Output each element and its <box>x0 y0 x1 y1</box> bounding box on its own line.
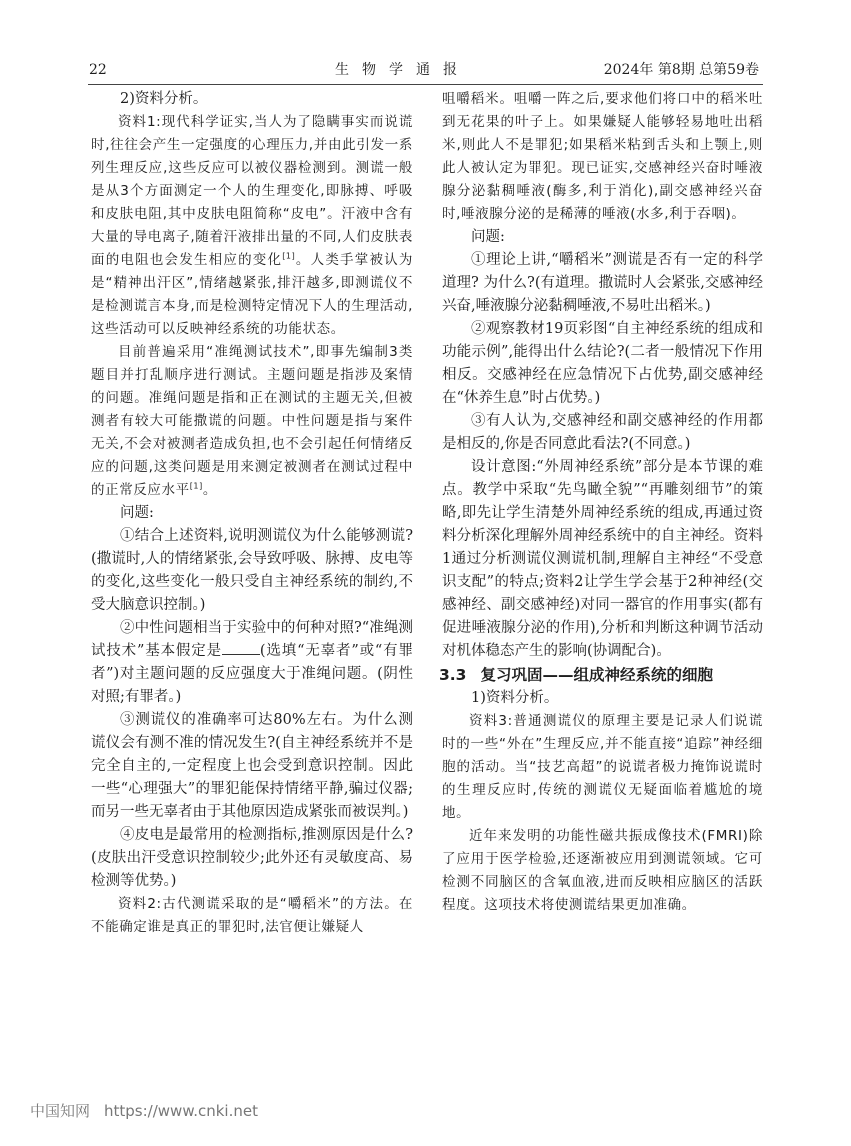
cnki-url[interactable]: https://www.cnki.net <box>104 1102 258 1120</box>
question-3: ③有人认为,交感神经和副交感神经的作用都是相反的,你是否同意此看法?(不同意。) <box>442 413 763 452</box>
question-2: ②观察教材19页彩图“自主神经系统的组成和功能示例”,能得出什么结论?(二者一般情况下作用相反。交感神经在应急情况下占优势,副交感神经在“休养生息”时占优势。) <box>442 321 763 406</box>
question-3: ③测谎仪的准确率可达80%左右。为什么测谎仪会有测不准的情况发生?(自主神经系统并不是完全自主的,一定程度上也会受到意识控制。因此一些“心理强大”的罪犯能保持情绪平静,骗过仪器;而另一些无辜者由于其他原因造成紧张而被误判。) <box>91 712 413 820</box>
section-heading-3-3: 3.3 复习巩固——组成神经系统的细胞 <box>439 666 713 684</box>
material-1-paragraph-2: 目前普遍采用“准绳测试技术”,即事先编制3类题目并打乱顺序进行测试。主题问题是指涉及案情的问题。准绳问题是指和正在测试的主题无关,但被测者有较大可能撒谎的问题。中性问题是指与案件无关,不会对被测者造成负担,也不会引起任何情绪反应的问题,这类问题是用来测定被测者在测试过程中的正常反应水平[1]。 <box>91 344 413 498</box>
answer-blank <box>222 640 260 655</box>
citation-ref: [1] <box>189 481 203 491</box>
issue-info: 2024年 第8期 总第59卷 <box>603 62 759 78</box>
subheading-analysis: 1)资料分析。 <box>471 690 559 706</box>
questions-label: 问题: <box>471 229 505 245</box>
right-column <box>439 88 763 917</box>
material-1-paragraph: 资料1:现代科学证实,当人为了隐瞒事实而说谎时,往往会产生一定强度的心理压力,并由此引发一系列生理反应,这些反应可以被仪器检测到。测谎一般是从3个方面测定一个人的生理变化,即脉搏、呼吸和皮肤电阻,其中皮肤电阻简称“皮电”。汗液中含有大量的导电离子,随着汗液排出量的不同,人们皮肤表面的电阻也会发生相应的变化[1]。人类手掌被认为是“精神出汗区”,情绪越紧张,排汗越多,即测谎仪不是检测谎言本身,而是检测特定情况下人的生理活动,这些活动可以反映神经系统的功能状态。 <box>91 114 413 337</box>
footer-watermark <box>30 1100 258 1121</box>
header-rule <box>88 84 763 85</box>
material-3-paragraph-2: 近年来发明的功能性磁共振成像技术(FMRI)除了应用于医学检验,还逐渐被应用到测谎领域。它可检测不同脑区的含氧血液,进而反映相应脑区的活跃程度。这项技术将使测谎结果更加准确。 <box>442 828 763 913</box>
material-2-continued: 咀嚼稻米。咀嚼一阵之后,要求他们将口中的稻米吐到无花果的叶子上。如果嫌疑人能够轻易地吐出稻米,则此人不是罪犯;如果稻米粘到舌头和上颚上,则此人被认定为罪犯。现已证实,交感神经兴奋时唾液腺分泌黏稠唾液(酶多,利于消化),副交感神经兴奋时,唾液腺分泌的是稀薄的唾液(水多,利于吞咽)。 <box>442 91 763 222</box>
material-2-paragraph: 资料2:古代测谎采取的是“嚼稻米”的方法。在不能确定谁是真正的罪犯时,法官便让嫌疑人 <box>91 896 413 935</box>
material-3-paragraph: 资料3:普通测谎仪的原理主要是记录人们说谎时的一些“外在”生理反应,并不能直接“追踪”神经细胞的活动。当“技艺高超”的说谎者极力掩饰说谎时的生理反应时,传统的测谎仪无疑面临着尴尬的境地。 <box>442 713 763 821</box>
design-intent-paragraph: 设计意图:“外周神经系统”部分是本节课的难点。教学中采取“先鸟瞰全貌”“再雕刻细节”的策略,即先让学生清楚外周神经系统的组成,再通过资料分析深化理解外周神经系统中的自主神经。资料1通过分析测谎仪测谎机制,理解自主神经“不受意识支配”的特点;资料2让学生学会基于2种神经(交感神经、副交感神经)对同一器官的作用事实(都有促进唾液腺分泌的作用),分析和判断这种调节活动对机体稳态产生的影响(协调配合)。 <box>442 459 763 659</box>
question-4: ④皮电是最常用的检测指标,推测原因是什么?(皮肤出汗受意识控制较少;此外还有灵敏度高、易检测等优势。) <box>91 827 413 889</box>
subheading-analysis: 2)资料分析。 <box>120 91 208 107</box>
page-number: 22 <box>89 62 107 78</box>
question-1: ①结合上述资料,说明测谎仪为什么能够测谎?(撒谎时,人的情绪紧张,会导致呼吸、脉搏、皮电等的变化,这些变化一般只受自主神经系统的制约,不受大脑意识控制。) <box>91 528 413 613</box>
questions-label: 问题: <box>120 505 154 521</box>
cnki-brand: 中国知网 <box>30 1102 91 1120</box>
question-2: ②中性问题相当于实验中的何种对照?“准绳测试技术”基本假定是 (选填“无辜者”或“有罪者”)对主题问题的反应强度大于准绳问题。(阴性对照;有罪者。) <box>91 620 413 705</box>
journal-title: 生物学通报 <box>335 62 470 78</box>
left-column <box>91 88 413 939</box>
citation-ref: [1] <box>282 251 296 261</box>
question-1: ①理论上讲,“嚼稻米”测谎是否有一定的科学道理? 为什么?(有道理。撒谎时人会紧张,交感神经兴奋,唾液腺分泌黏稠唾液,不易吐出稻米。) <box>442 252 763 314</box>
